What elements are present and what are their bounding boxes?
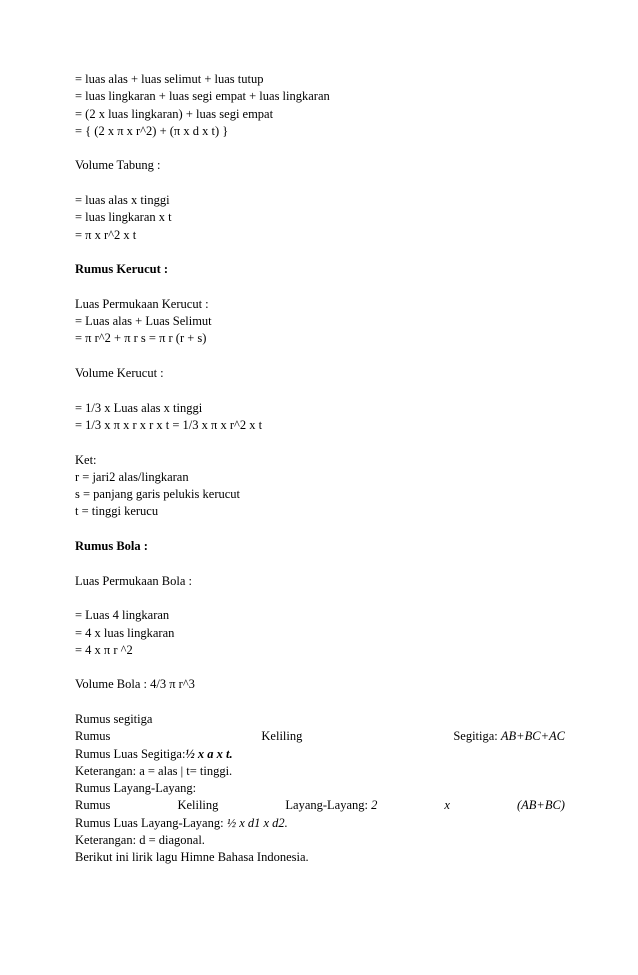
section-subheading: Luas Permukaan Kerucut : <box>75 296 209 311</box>
text-word: Keliling <box>177 798 219 813</box>
text-line: = luas alas + luas selimut + luas tutup <box>75 72 264 86</box>
segitiga-title: Rumus segitiga <box>75 711 153 726</box>
text-line: Volume Bola : 4/3 π r^3 <box>75 677 195 692</box>
text-word: Layang-Layang: 2 <box>285 798 378 813</box>
text-line: = luas lingkaran + luas segi empat + luas lingkaran <box>75 89 330 104</box>
layang-keliling-line <box>75 797 565 814</box>
section-heading-bola: Rumus Bola : <box>75 539 148 554</box>
text-word: Keliling <box>261 729 303 744</box>
text-line: = π r^2 + π r s = π r (r + s) <box>75 331 207 346</box>
segitiga-luas-line: Rumus Luas Segitiga:½ x a x t. <box>75 746 233 761</box>
text-line: Keterangan: a = alas | t= tinggi. <box>75 763 233 778</box>
text-line: = 1/3 x Luas alas x tinggi <box>75 400 203 415</box>
text-line: = π x r^2 x t <box>75 227 137 242</box>
segitiga-keliling-line <box>75 728 565 745</box>
formula: ½ x d1 x d2. <box>226 815 288 830</box>
formula: ½ x a x t. <box>185 746 233 761</box>
layang-luas-line: Rumus Luas Layang-Layang: ½ x d1 x d2. <box>75 815 288 830</box>
formula: (AB+BC) <box>516 798 565 813</box>
text-line: = { (2 x π x r^2) + (π x d x t) } <box>75 123 229 138</box>
text-line: = (2 x luas lingkaran) + luas segi empat <box>75 106 274 121</box>
text-line: Berikut ini lirik lagu Himne Bahasa Indonesia. <box>75 850 309 865</box>
section-heading-kerucut: Rumus Kerucut : <box>75 262 169 277</box>
text-line: Keterangan: d = diagonal. <box>75 833 205 848</box>
section-subheading: Volume Tabung : <box>75 158 161 173</box>
text-line: s = panjang garis pelukis kerucut <box>75 487 240 502</box>
text-line: = luas lingkaran x t <box>75 210 172 225</box>
section-subheading: Luas Permukaan Bola : <box>75 573 192 588</box>
text-word: Rumus <box>75 729 111 744</box>
text-line: = 1/3 x π x r x r x t = 1/3 x π x r^2 x t <box>75 417 263 432</box>
text-line: r = jari2 alas/lingkaran <box>75 469 189 484</box>
text-line: t = tinggi kerucu <box>75 504 159 519</box>
text-line: = 4 x π r ^2 <box>75 642 133 657</box>
text-line: = Luas alas + Luas Selimut <box>75 314 212 329</box>
text-word: x <box>444 798 450 813</box>
document-page <box>75 71 565 867</box>
text-line: = Luas 4 lingkaran <box>75 608 170 623</box>
text-word: Segitiga: AB+BC+AC <box>453 729 565 744</box>
text-line: = luas alas x tinggi <box>75 193 170 208</box>
text-word: Rumus <box>75 798 111 813</box>
formula: AB+BC+AC <box>500 729 565 744</box>
layang-title: Rumus Layang-Layang: <box>75 781 197 796</box>
ket-heading: Ket: <box>75 452 97 467</box>
text-line: = 4 x luas lingkaran <box>75 625 175 640</box>
section-subheading: Volume Kerucut : <box>75 366 164 381</box>
